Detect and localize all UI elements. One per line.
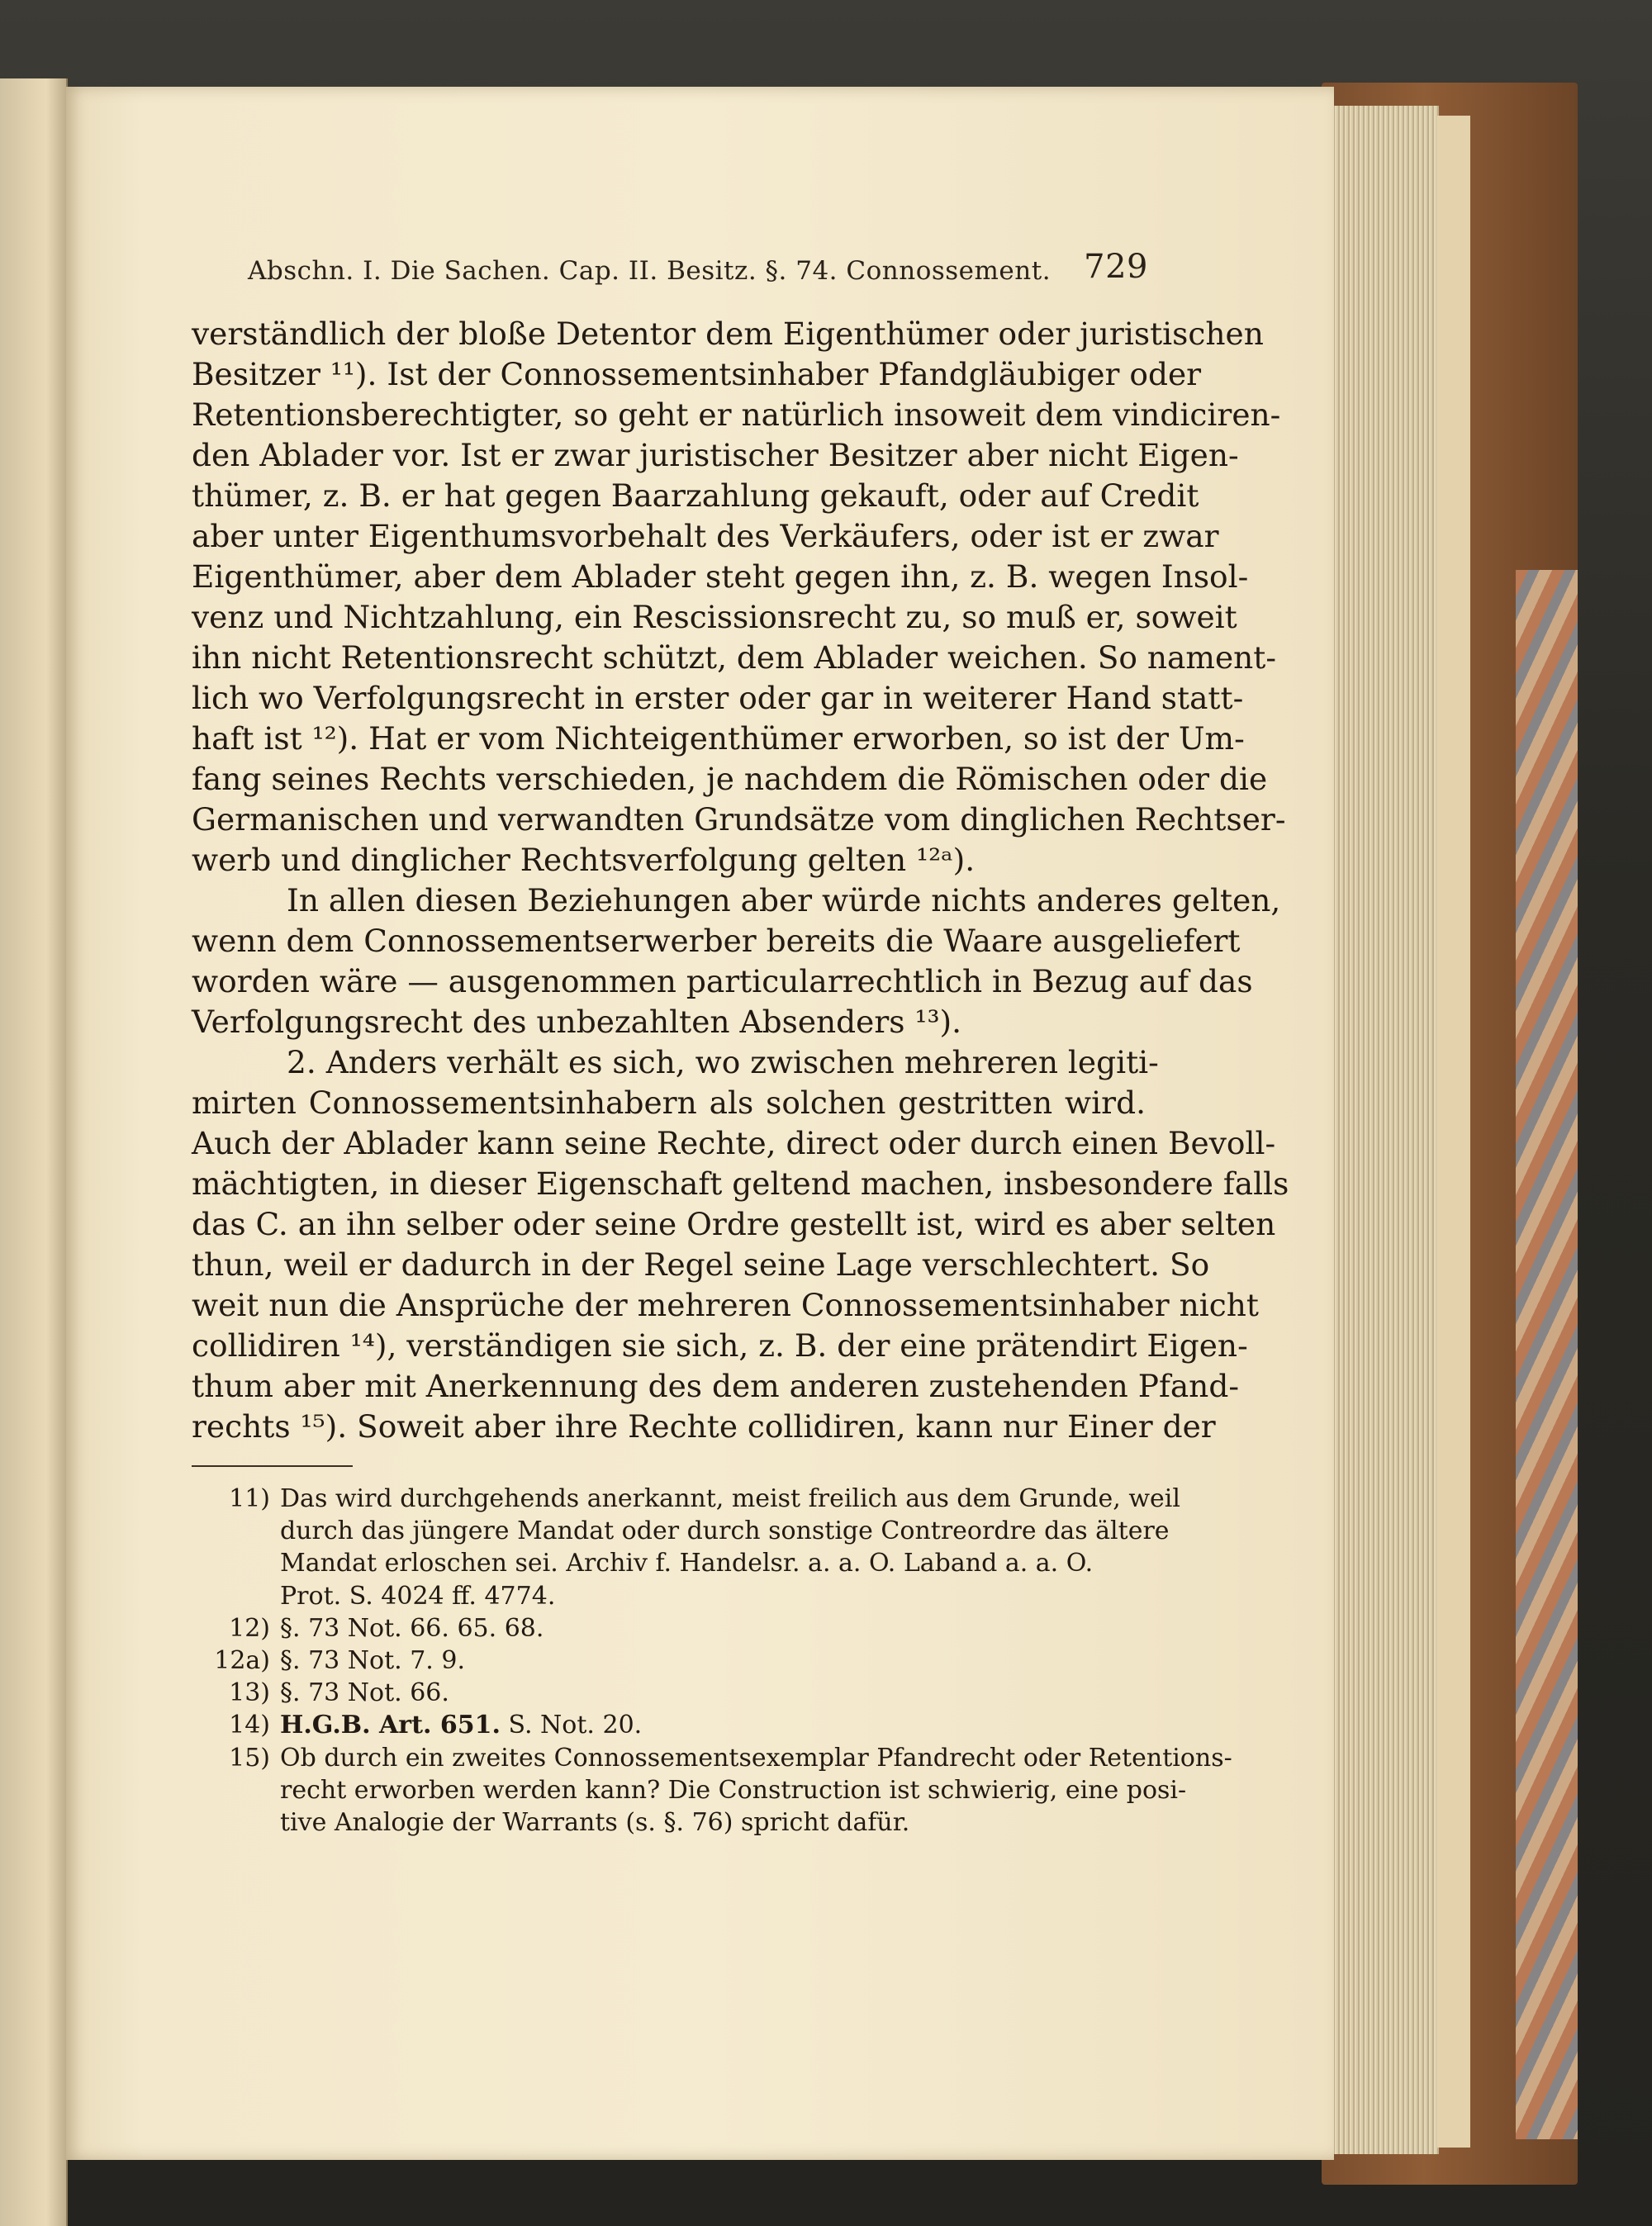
text-line: Verfolgungsrecht des unbezahlten Absenders ¹³).	[192, 1004, 962, 1040]
text-line: lich wo Verfolgungsrecht in erster oder gar in weiterer Hand statt-	[192, 680, 1244, 716]
footnote-text	[280, 1645, 1146, 1677]
footnote-text	[280, 1483, 1180, 1612]
footnote-line-text: durch das jüngere Mandat oder durch sonstige Contreordre das ältere	[280, 1516, 1170, 1546]
footnote-number: 13)	[229, 1678, 270, 1708]
footnote-text	[280, 1709, 1146, 1741]
footnote-line	[280, 1709, 1146, 1741]
left-page-edge	[0, 78, 68, 2226]
text-line: 2. Anders verhält es sich, wo zwischen mehreren legiti-	[287, 1044, 1159, 1080]
text-line: den Ablader vor. Ist er zwar juristischer Besitzer aber nicht Eigen-	[192, 437, 1239, 473]
text-line: werb und dinglicher Rechtsverfolgung gelten ¹²ᵃ).	[192, 842, 976, 878]
text-line: aber unter Eigenthumsvorbehalt des Verkäufers, oder ist er zwar	[192, 518, 1219, 554]
text-line: ihn nicht Retentionsrecht schützt, dem Ablader weichen. So nament-	[192, 639, 1277, 676]
footnote-line	[280, 1677, 1146, 1709]
footnote	[192, 1742, 1232, 1839]
marbled-endpaper	[1516, 570, 1578, 2139]
footnote-line-text: Das wird durchgehends anerkannt, meist freilich aus dem Grunde, weil	[280, 1484, 1180, 1513]
footnote-bold-ref: H.G.B. Art. 651.	[280, 1711, 501, 1740]
footnote-line	[280, 1806, 1232, 1839]
text-line: verständlich der bloße Detentor dem Eigenthümer oder juristischen	[192, 316, 1264, 352]
footnote-number: 15)	[229, 1743, 270, 1773]
text-line: weit nun die Ansprüche der mehreren Connossementsinhaber nicht	[192, 1287, 1259, 1323]
text-line: thümer, z. B. er hat gegen Baarzahlung gekauft, oder auf Credit	[192, 477, 1199, 514]
text-line: mächtigten, in dieser Eigenschaft geltend machen, insbesondere falls	[192, 1165, 1289, 1202]
text-line: venz und Nichtzahlung, ein Rescissionsrecht zu, so muß er, soweit	[192, 599, 1237, 635]
footnote-line-text: §. 73 Not. 66. 65. 68.	[280, 1613, 544, 1643]
footnote-line-text: S. Not. 20.	[508, 1711, 643, 1740]
footnote-number: 14)	[229, 1711, 270, 1740]
flyleaf	[1437, 116, 1470, 2148]
footnote-number: 11)	[229, 1484, 270, 1513]
footnote-rule	[192, 1465, 353, 1467]
text-line: mirten Connossementsinhabern als solchen gestritten wird.	[192, 1085, 1146, 1121]
footnote-number: 12a)	[214, 1646, 270, 1676]
text-line: worden wäre — ausgenommen particularrechtlich in Bezug auf das	[192, 963, 1253, 999]
footnote-line	[280, 1612, 1146, 1645]
footnote	[192, 1709, 1146, 1741]
footnote	[192, 1612, 1146, 1645]
text-line: Auch der Ablader kann seine Rechte, direct oder durch einen Bevoll-	[192, 1125, 1276, 1161]
footnote-text	[280, 1677, 1146, 1709]
footnote-line	[280, 1580, 1180, 1612]
footnote-line-text: recht erworben werden kann? Die Construction ist schwierig, eine posi-	[280, 1775, 1187, 1805]
text-line: Germanischen und verwandten Grundsätze vom dinglichen Rechtser-	[192, 801, 1286, 838]
footnote	[192, 1645, 1146, 1677]
footnote-line-text: Mandat erloschen sei. Archiv f. Handelsr. a. a. O. Laband a. a. O.	[280, 1549, 1094, 1578]
running-head	[248, 248, 1148, 297]
footnote	[192, 1677, 1146, 1709]
footnote-line	[280, 1774, 1232, 1806]
main-text	[192, 314, 1289, 1447]
footnote-line	[280, 1645, 1146, 1677]
text-line: rechts ¹⁵). Soweit aber ihre Rechte collidiren, kann nur Einer der	[192, 1408, 1216, 1445]
page-fore-edges	[1330, 106, 1439, 2154]
footnote-text	[280, 1612, 1146, 1645]
text-line: das C. an ihn selber oder seine Ordre gestellt ist, wird es aber selten	[192, 1206, 1276, 1242]
footnote-line-text: tive Analogie der Warrants (s. §. 76) spricht dafür.	[280, 1808, 910, 1838]
text-line: fang seines Rechts verschieden, je nachdem die Römischen oder die	[192, 761, 1268, 797]
footnote-line-text: §. 73 Not. 66.	[280, 1678, 449, 1708]
text-line: Besitzer ¹¹). Ist der Connossementsinhaber Pfandgläubiger oder	[192, 356, 1202, 392]
footnote-line	[280, 1515, 1180, 1547]
text-line: wenn dem Connossementserwerber bereits die Waare ausgeliefert	[192, 923, 1241, 959]
text-line: In allen diesen Beziehungen aber würde nichts anderes gelten,	[287, 882, 1281, 918]
text-line: haft ist ¹²). Hat er vom Nichteigenthümer erworben, so ist der Um-	[192, 720, 1245, 757]
footnote-line-text: Prot. S. 4024 ff. 4774.	[280, 1581, 556, 1611]
footnote-line-text: Ob durch ein zweites Connossementsexemplar Pfandrecht oder Retentions-	[280, 1743, 1232, 1773]
text-line: thun, weil er dadurch in der Regel seine Lage verschlechtert. So	[192, 1246, 1210, 1283]
footnote-number: 12)	[229, 1613, 270, 1643]
text-line: Eigenthümer, aber dem Ablader steht gegen ihn, z. B. wegen Insol-	[192, 558, 1249, 595]
footnote-line	[280, 1742, 1232, 1774]
text-line: Retentionsberechtigter, so geht er natürlich insoweit dem vindiciren-	[192, 396, 1281, 433]
text-line: thum aber mit Anerkennung des dem anderen zustehenden Pfand-	[192, 1368, 1240, 1404]
text-line: collidiren ¹⁴), verständigen sie sich, z. B. der eine prätendirt Eigen-	[192, 1327, 1248, 1364]
footnotes	[192, 1483, 1232, 1839]
footnote-line	[280, 1483, 1180, 1515]
running-head-title: Abschn. I. Die Sachen. Cap. II. Besitz. §. 74. Connossement.	[248, 256, 1051, 286]
footnote-line-text: §. 73 Not. 7. 9.	[280, 1646, 466, 1676]
footnote-text	[280, 1742, 1232, 1839]
page-number: 729	[1084, 248, 1148, 286]
footnote-line	[280, 1547, 1180, 1579]
footnote	[192, 1483, 1180, 1612]
